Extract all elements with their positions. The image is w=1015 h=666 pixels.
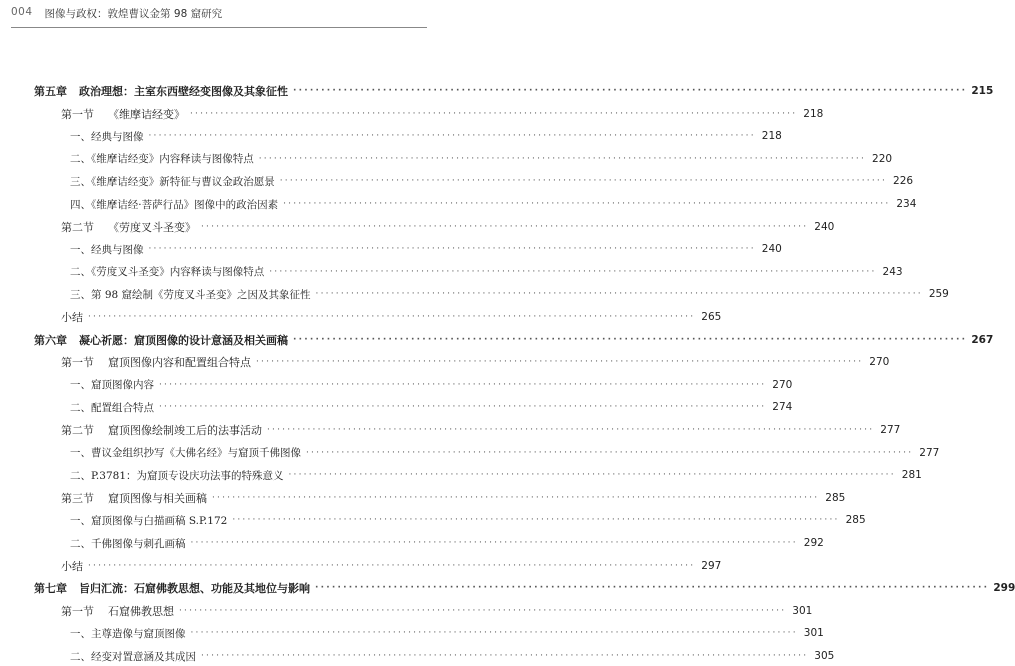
header-page-number: 004 (11, 6, 33, 18)
toc-entry-page: 292 (803, 537, 824, 549)
dot-leader: ························································································································ (159, 402, 767, 413)
toc-entry-title: 《劳度叉斗圣变》 (108, 220, 196, 234)
toc-entry-title: 二、经变对置意涵及其成因 (70, 650, 196, 663)
running-header (11, 6, 417, 28)
toc-entry-title: 石窟佛教思想 (108, 604, 174, 618)
toc-entry-title: 旨归汇流：石窟佛教思想、功能及其地位与影响 (79, 582, 310, 596)
toc-entry-title: 二、配置组合特点 (70, 401, 154, 414)
dot-leader: ························································································································ (267, 425, 875, 435)
toc-entry-page: 301 (803, 627, 824, 640)
dot-leader: ························································································································ (293, 86, 968, 96)
toc-entry-title: 一、曹议金组织抄写《大佛名经》与窟顶千佛图像 (70, 447, 301, 460)
dot-leader: ························································································································ (88, 560, 696, 571)
toc-entry-title: 一、窟顶图像与白描画稿 S.P.172 (70, 514, 228, 527)
toc-entry-page: 301 (792, 604, 813, 617)
toc-item[interactable] (0, 397, 793, 417)
toc-summary[interactable] (0, 307, 722, 327)
toc-section[interactable] (0, 420, 901, 440)
toc-entry-page: 285 (845, 514, 866, 527)
toc-entry-label (70, 287, 311, 302)
toc-entry-page: 270 (772, 378, 793, 391)
dot-leader: ························································································································ (256, 357, 864, 368)
toc-entry-label (70, 513, 227, 528)
dot-leader: ························································································································ (315, 289, 923, 300)
toc-section[interactable] (0, 352, 890, 372)
toc-item[interactable] (0, 375, 793, 395)
toc-entry-label (70, 129, 144, 144)
toc-entry-title: 政治理想：主室东西壁经变图像及其象征性 (79, 85, 288, 98)
dot-leader: ························································································································ (212, 492, 820, 503)
toc-item[interactable] (0, 284, 949, 304)
toc-entry-label (70, 151, 254, 166)
toc-entry-title: 窟顶图像绘制竣工后的法事活动 (108, 424, 262, 437)
toc-entry-page: 281 (901, 469, 922, 482)
toc-entry-title: 小结 (61, 311, 83, 324)
dot-leader: ························································································································ (279, 176, 888, 187)
toc-section[interactable] (0, 217, 835, 237)
toc-entry-page: 277 (880, 424, 901, 436)
header-rule (11, 27, 427, 28)
dot-leader: ························································································································ (306, 447, 914, 458)
toc-entry-label (70, 377, 154, 392)
toc-item[interactable] (0, 262, 903, 282)
toc-entry-title: 二、千佛图像与刺孔画稿 (70, 537, 186, 550)
dot-leader: ························································································································ (190, 108, 798, 119)
toc-entry-label (70, 649, 196, 664)
toc-item[interactable] (0, 533, 824, 553)
toc-item[interactable] (0, 171, 914, 191)
dot-leader: ························································································································ (148, 244, 756, 255)
toc-entry-title: 窟顶图像与相关画稿 (108, 491, 207, 505)
toc-entry-label (61, 219, 196, 235)
toc-item[interactable] (0, 465, 922, 485)
toc-entry-number: 第五章 (34, 85, 67, 98)
toc-item[interactable] (0, 239, 782, 259)
toc-entry-label (70, 197, 278, 212)
toc-entry-label (61, 309, 83, 325)
toc-entry-label (34, 580, 310, 596)
toc-entry-title: 一、窟顶图像内容 (70, 379, 154, 392)
toc-item[interactable] (0, 510, 866, 530)
toc-chapter[interactable] (0, 330, 994, 350)
toc-entry-label (70, 468, 284, 483)
toc-entry-page: 243 (882, 265, 903, 278)
toc-item[interactable] (0, 194, 917, 214)
toc-entry-title: 一、主尊造像与窟顶图像 (70, 627, 186, 640)
toc-summary[interactable] (0, 556, 722, 576)
toc-entry-label (61, 106, 185, 122)
toc-entry-page: 297 (701, 559, 722, 572)
toc-chapter[interactable] (0, 81, 994, 101)
toc-entry-number: 第三节 (61, 491, 94, 505)
toc-entry-title: 《维摩诘经变》 (108, 107, 185, 121)
toc-item[interactable] (0, 126, 782, 146)
toc-entry-page: 259 (928, 288, 949, 301)
toc-entry-label (61, 422, 262, 438)
dot-leader: ························································································································ (159, 379, 767, 390)
dot-leader: ························································································································ (283, 199, 891, 209)
toc-entry-label (70, 174, 275, 189)
dot-leader: ························································································································ (315, 583, 990, 594)
toc-item[interactable] (0, 443, 940, 463)
toc-entry-label (70, 536, 186, 551)
toc-item[interactable] (0, 646, 835, 666)
toc-entry-page: 240 (814, 220, 835, 233)
toc-entry-number: 第六章 (34, 333, 67, 347)
toc-entry-page: 299 (993, 582, 1015, 595)
toc-section[interactable] (0, 104, 824, 124)
dot-leader: ························································································································ (269, 266, 877, 277)
toc-entry-title: 二、《劳度叉斗圣变》内容释读与图像特点 (70, 266, 265, 279)
dot-leader: ························································································································ (232, 515, 840, 526)
toc-entry-page: 270 (869, 356, 890, 369)
toc-entry-title: 凝心祈愿：窟顶图像的设计意涵及相关画稿 (79, 333, 288, 347)
toc-chapter[interactable] (0, 578, 1015, 598)
toc-entry-number: 第二节 (61, 220, 94, 234)
toc-entry-label (61, 603, 174, 619)
toc-entry-label (34, 83, 288, 99)
dot-leader: ························································································································ (190, 538, 798, 548)
dot-leader: ························································································································ (288, 470, 896, 481)
toc-entry-title: 三、《维摩诘经变》新特征与曹议金政治愿景 (70, 175, 275, 188)
toc-section[interactable] (0, 488, 846, 508)
toc-entry-label (70, 445, 301, 460)
toc-entry-page: 285 (825, 491, 846, 504)
toc-entry-number: 第一节 (61, 356, 94, 370)
toc-entry-page: 305 (814, 650, 835, 662)
dot-leader: ························································································································ (190, 628, 798, 639)
dot-leader: ························································································································ (258, 153, 867, 164)
toc-entry-title: 二、P.3781：为窟顶专设庆功法事的特殊意义 (70, 469, 284, 482)
toc-section[interactable] (0, 601, 813, 621)
toc-entry-page: 240 (761, 243, 782, 256)
header-book-title: 图像与政权：敦煌曹议金第 98 窟研究 (44, 8, 223, 20)
toc-entry-title: 一、经典与图像 (70, 130, 144, 143)
toc-entry-title: 二、《维摩诘经变》内容释读与图像特点 (70, 153, 254, 166)
toc-entry-label (70, 626, 186, 641)
toc-entry-title: 四、《维摩诘经·菩萨行品》图像中的政治因素 (70, 198, 279, 211)
toc-entry-page: 218 (761, 130, 782, 143)
toc-entry-label (61, 490, 207, 506)
toc-entry-label (61, 354, 251, 370)
toc-entry-page: 234 (896, 198, 917, 210)
toc-entry-number: 第一节 (61, 107, 94, 121)
toc-entry-number: 第七章 (34, 582, 67, 596)
toc-entry-title: 三、第 98 窟绘制《劳度叉斗圣变》之因及其象征性 (70, 288, 311, 301)
toc-entry-label (61, 558, 83, 574)
toc-entry-page: 218 (803, 107, 824, 120)
dot-leader: ························································································································ (201, 221, 809, 232)
toc-entry-page: 265 (701, 311, 722, 323)
dot-leader: ························································································································ (293, 334, 968, 345)
toc-entry-label (70, 242, 144, 257)
toc-item[interactable] (0, 623, 824, 643)
toc-entry-title: 小结 (61, 559, 83, 573)
toc-item[interactable] (0, 149, 893, 169)
toc-entry-page: 274 (772, 401, 793, 414)
dot-leader: ························································································································ (88, 312, 696, 322)
toc-entry-page: 215 (971, 85, 994, 97)
dot-leader: ························································································································ (148, 131, 756, 142)
toc-entry-number: 第二节 (61, 424, 94, 437)
toc-entry-page: 220 (872, 152, 893, 165)
toc-entry-page: 277 (919, 446, 940, 459)
toc-entry-label (70, 400, 154, 415)
toc-entry-label (70, 264, 264, 279)
toc-entry-number: 第一节 (61, 604, 94, 618)
dot-leader: ························································································································ (201, 651, 809, 661)
toc-entry-title: 窟顶图像内容和配置组合特点 (108, 356, 251, 370)
toc-entry-title: 一、经典与图像 (70, 243, 144, 256)
toc-entry-page: 267 (971, 333, 994, 346)
dot-leader: ························································································································ (179, 605, 787, 616)
toc-entry-page: 226 (893, 175, 914, 188)
toc-entry-label (34, 332, 288, 348)
